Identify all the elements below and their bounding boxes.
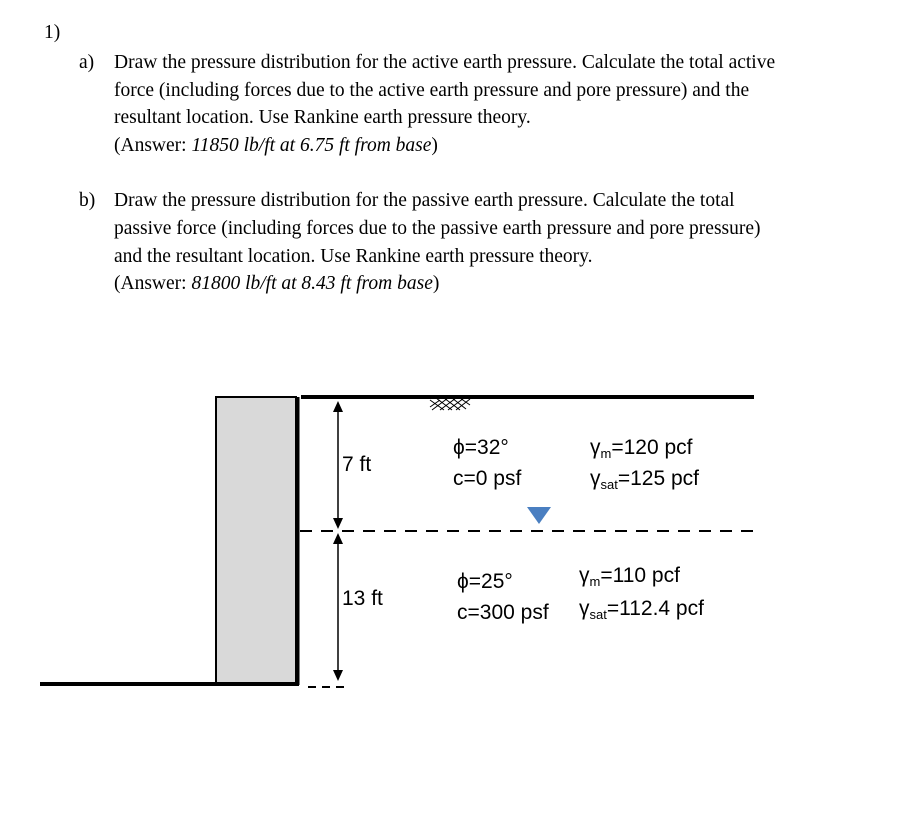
soil-hatch-icon (430, 398, 470, 410)
part-a-line-2: force (including forces due to the active earth pressure and pore pressure) and the (114, 80, 750, 101)
retaining-wall (216, 397, 296, 685)
upper-saturated-unit-weight: $\gamma_{sat}=125$ pcf (590, 467, 699, 492)
part-b-label: b) (79, 190, 96, 211)
answer-suffix: ) (432, 273, 440, 294)
part-b-line-3: and the resultant location. Use Rankine earth pressure theory. (114, 246, 593, 267)
answer-value: 81800 lb/ft at 8.43 ft from base (191, 273, 433, 294)
problem-number: 1) (44, 22, 61, 43)
upper-cohesion: c=0 psf (453, 467, 522, 490)
upper-layer-height-label: 7 ft (342, 453, 372, 476)
answer-value: 11850 lb/ft at 6.75 ft from base (191, 135, 432, 156)
part-b-line-2: passive force (including forces due to the passive earth pressure and pore pressure) (114, 218, 761, 239)
lower-layer-height-label: 13 ft (342, 587, 383, 610)
water-table-icon (527, 507, 551, 524)
lower-moist-unit-weight: $\gamma_m=110$ pcf (579, 564, 680, 589)
lower-cohesion: c=300 psf (457, 601, 549, 624)
lower-friction-angle: ϕ=25° (457, 570, 513, 593)
answer-prefix: (Answer: (114, 135, 192, 156)
answer-suffix: ) (431, 135, 438, 156)
upper-friction-angle: ϕ=32° (453, 436, 509, 459)
answer-prefix: (Answer: (114, 273, 192, 294)
part-a-label: a) (79, 52, 95, 73)
part-b-line-1: Draw the pressure distribution for the passive earth pressure. Calculate the total (114, 190, 735, 211)
upper-moist-unit-weight: $\gamma_m=120$ pcf (590, 436, 693, 461)
lower-saturated-unit-weight: $\gamma_{sat}=112.4$ pcf (579, 597, 704, 622)
part-a-line-1: Draw the pressure distribution for the active earth pressure. Calculate the total active (114, 52, 776, 73)
part-a-line-3: resultant location. Use Rankine earth pressure theory. (114, 107, 531, 128)
